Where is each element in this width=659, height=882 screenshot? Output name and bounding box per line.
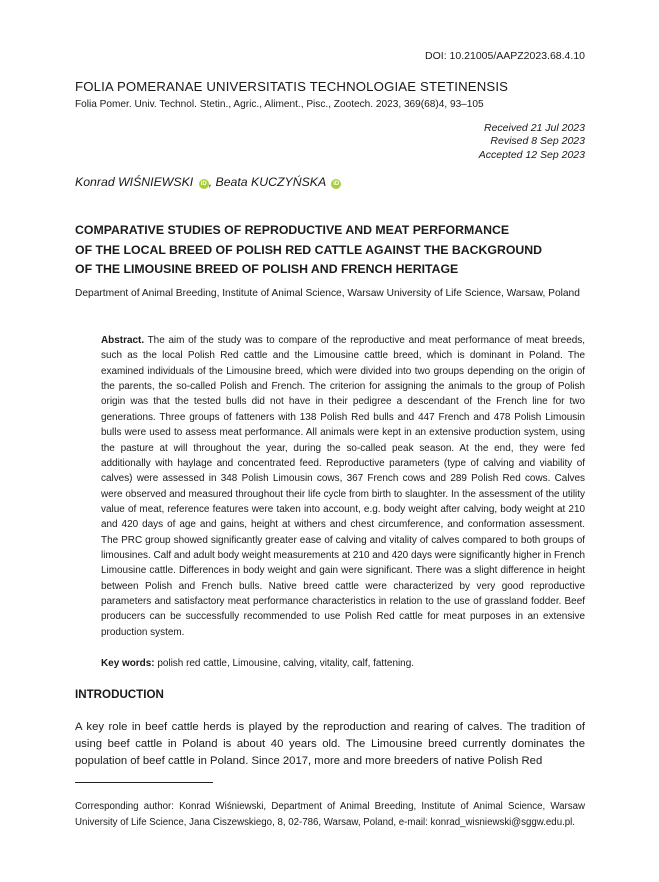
orcid-icon[interactable]: iD: [200, 181, 207, 187]
footnote-divider: [75, 782, 213, 783]
orcid-icon[interactable]: iD: [333, 181, 340, 187]
abstract-text: The aim of the study was to compare of the reproductive and meat performance of meat breeds, such as the local Polish Red cattle and the Limousine cattle breed, which is dominant in Poland. The examined individuals of the Limousine breed, which were divided into two groups depending on the origin of the parents, the so-called Polish and French. The criterion for assigning the animals to the group of Polish origin was that the tested bulls did not have in their pedigree a descendant of the French line for two generations. Three groups of fatteners with 138 Polish Red bulls and 447 French and 478 Polish Limousin bulls were used to assess meat performance. All animals were kept in an extensive production system, using the pasture at will throughout the year, during the so-called peak season. At the end, they were fed additionally with haylage and concentrated feed. Reproductive parameters (type of calving and viability of calves) were assessed in 348 Polish Limousin cows, 367 French cows and 289 Polish Red cows. Calves were observed and measured throughout their life cycle from birth to slaughter. In the assessment of the utility value of meat, reference features were taken into account, e.g. body weight after calving, body weight at 210 and 420 days of age and gains, height at withers and chest circumference, and conformation assessment. The PRC group showed significantly greater ease of calving and vitality of calves compared to both groups of limousines. Calf and adult body weight measurements at 210 and 420 days were significantly higher in French Limousine cattle. Differences in body weight and gain were significant. There was a slight difference in height between Polish and French bulls. Native breed cattle were characterized by very good reproductive parameters and satisfactory meat performance characteristics in relation to the use of grassland fodder. Beef producers can be successfully recommended to use Polish Red cattle for meat purposes in an extensive production system.: [101, 335, 585, 638]
journal-citation: Folia Pomer. Univ. Technol. Stetin., Agric., Aliment., Pisc., Zootech. 2023, 369(68)4, 93–105: [75, 99, 484, 110]
article-title: [75, 221, 595, 280]
introduction-paragraph: A key role in beef cattle herds is played by the reproduction and rearing of calves. The tradition of using beef cattle in Poland is about 40 years old. The Limousine breed currently dominates the population of beef cattle in Poland. Since 2017, more and more breeders of native Polish Red: [75, 721, 585, 768]
abstract-label: Abstract.: [101, 335, 145, 346]
author-name: Konrad WIŚNIEWSKI: [75, 175, 194, 189]
keywords: [101, 658, 414, 669]
title-line: OF THE LOCAL BREED OF POLISH RED CATTLE AGAINST THE BACKGROUND: [75, 242, 543, 257]
author-list: [75, 175, 341, 189]
article-dates: [479, 122, 585, 162]
accepted-date: Accepted 12 Sep 2023: [478, 148, 585, 161]
corresponding-author-footnote: Corresponding author: Konrad Wiśniewski, Department of Animal Breeding, Institute of Animal Science, Warsaw University of Life Science, Jana Ciszewskiego, 8, 02-786, Warsaw, Poland, e-mail: konrad_wisniewski@sggw.edu.pl.: [75, 801, 585, 828]
author-separator: ,: [208, 175, 216, 189]
affiliation: Department of Animal Breeding, Institute of Animal Science, Warsaw University of Life Science, Warsaw, Poland: [75, 288, 580, 299]
keywords-label: Key words:: [101, 658, 155, 669]
abstract: [101, 333, 585, 640]
revised-date: Revised 8 Sep 2023: [490, 135, 585, 148]
keywords-text: polish red cattle, Limousine, calving, vitality, calf, fattening.: [154, 658, 415, 669]
title-line: COMPARATIVE STUDIES OF REPRODUCTIVE AND MEAT PERFORMANCE: [75, 223, 510, 237]
title-line: OF THE LIMOUSINE BREED OF POLISH AND FRENCH HERITAGE: [75, 262, 459, 276]
author-name: Beata KUCZYŃSKA: [215, 175, 326, 189]
doi: DOI: 10.21005/AAPZ2023.68.4.10: [425, 50, 585, 62]
received-date: Received 21 Jul 2023: [484, 122, 585, 134]
journal-name: FOLIA POMERANAE UNIVERSITATIS TECHNOLOGIAE STETINENSIS: [75, 79, 509, 94]
section-heading-introduction: INTRODUCTION: [75, 688, 164, 701]
